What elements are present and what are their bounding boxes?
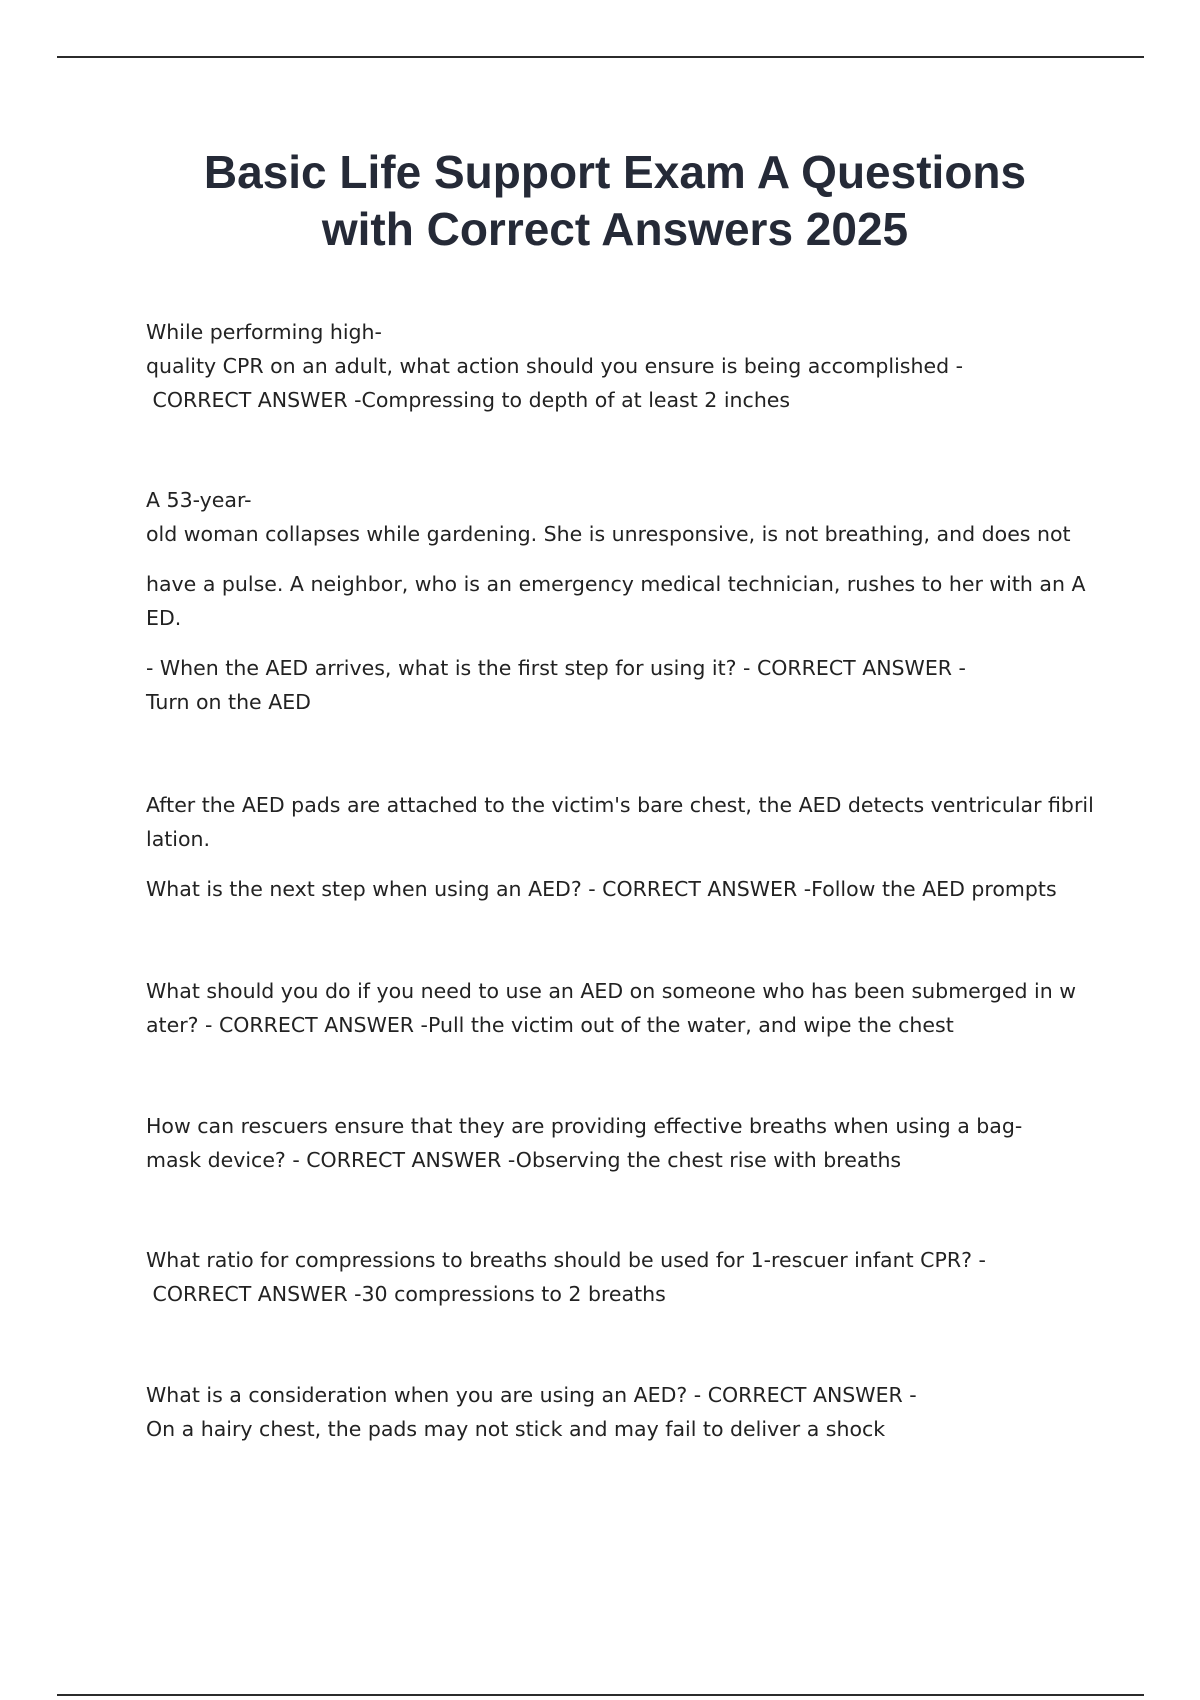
text-line: - When the AED arrives, what is the first step for using it? - CORRECT ANSWER -: [146, 656, 966, 680]
question-answer-5: [146, 1109, 1096, 1177]
bottom-rule: [57, 1694, 1144, 1696]
text-line: On a hairy chest, the pads may not stick and may fail to deliver a shock: [146, 1417, 886, 1441]
question-answer-3: [146, 788, 1096, 906]
text-line: How can rescuers ensure that they are providing effective breaths when using a bag-: [146, 1114, 1023, 1138]
question-answer-6: [146, 1243, 1096, 1311]
text-line: old woman collapses while gardening. She is unresponsive, is not breathing, and does not: [146, 522, 1071, 546]
question-answer-4: [146, 974, 1096, 1042]
text-line: What ratio for compressions to breaths should be used for 1-rescuer infant CPR? -: [146, 1248, 986, 1272]
text-line: After the AED pads are attached to the victim's bare chest, the AED detects ventricular fibril: [146, 793, 1094, 817]
page-title: [100, 144, 1130, 258]
text-line: quality CPR on an adult, what action should you ensure is being accomplished -: [146, 354, 963, 378]
text-line: What should you do if you need to use an AED on someone who has been submerged in w: [146, 979, 1076, 1003]
question-answer-7: [146, 1378, 1096, 1446]
question-answer-1: [146, 315, 1096, 417]
text-line: ater? - CORRECT ANSWER -Pull the victim out of the water, and wipe the chest: [146, 1013, 954, 1037]
text-line: What is the next step when using an AED? - CORRECT ANSWER -Follow the AED prompts: [146, 877, 1057, 901]
text-line: ED.: [146, 606, 182, 630]
text-line: A 53-year-: [146, 488, 252, 512]
title-line-1: Basic Life Support Exam A Questions: [203, 146, 1027, 198]
question-answer-2: [146, 483, 1096, 719]
text-line: Turn on the AED: [146, 690, 311, 714]
text-line: have a pulse. A neighbor, who is an emergency medical technician, rushes to her with an A: [146, 572, 1086, 596]
text-line: What is a consideration when you are using an AED? - CORRECT ANSWER -: [146, 1383, 917, 1407]
top-rule: [57, 56, 1144, 58]
text-line: lation.: [146, 827, 211, 851]
title-line-2: with Correct Answers 2025: [321, 203, 909, 255]
text-line: CORRECT ANSWER -Compressing to depth of at least 2 inches: [146, 388, 791, 412]
text-line: CORRECT ANSWER -30 compressions to 2 breaths: [146, 1282, 666, 1306]
text-line: While performing high-: [146, 320, 382, 344]
text-line: mask device? - CORRECT ANSWER -Observing the chest rise with breaths: [146, 1148, 902, 1172]
